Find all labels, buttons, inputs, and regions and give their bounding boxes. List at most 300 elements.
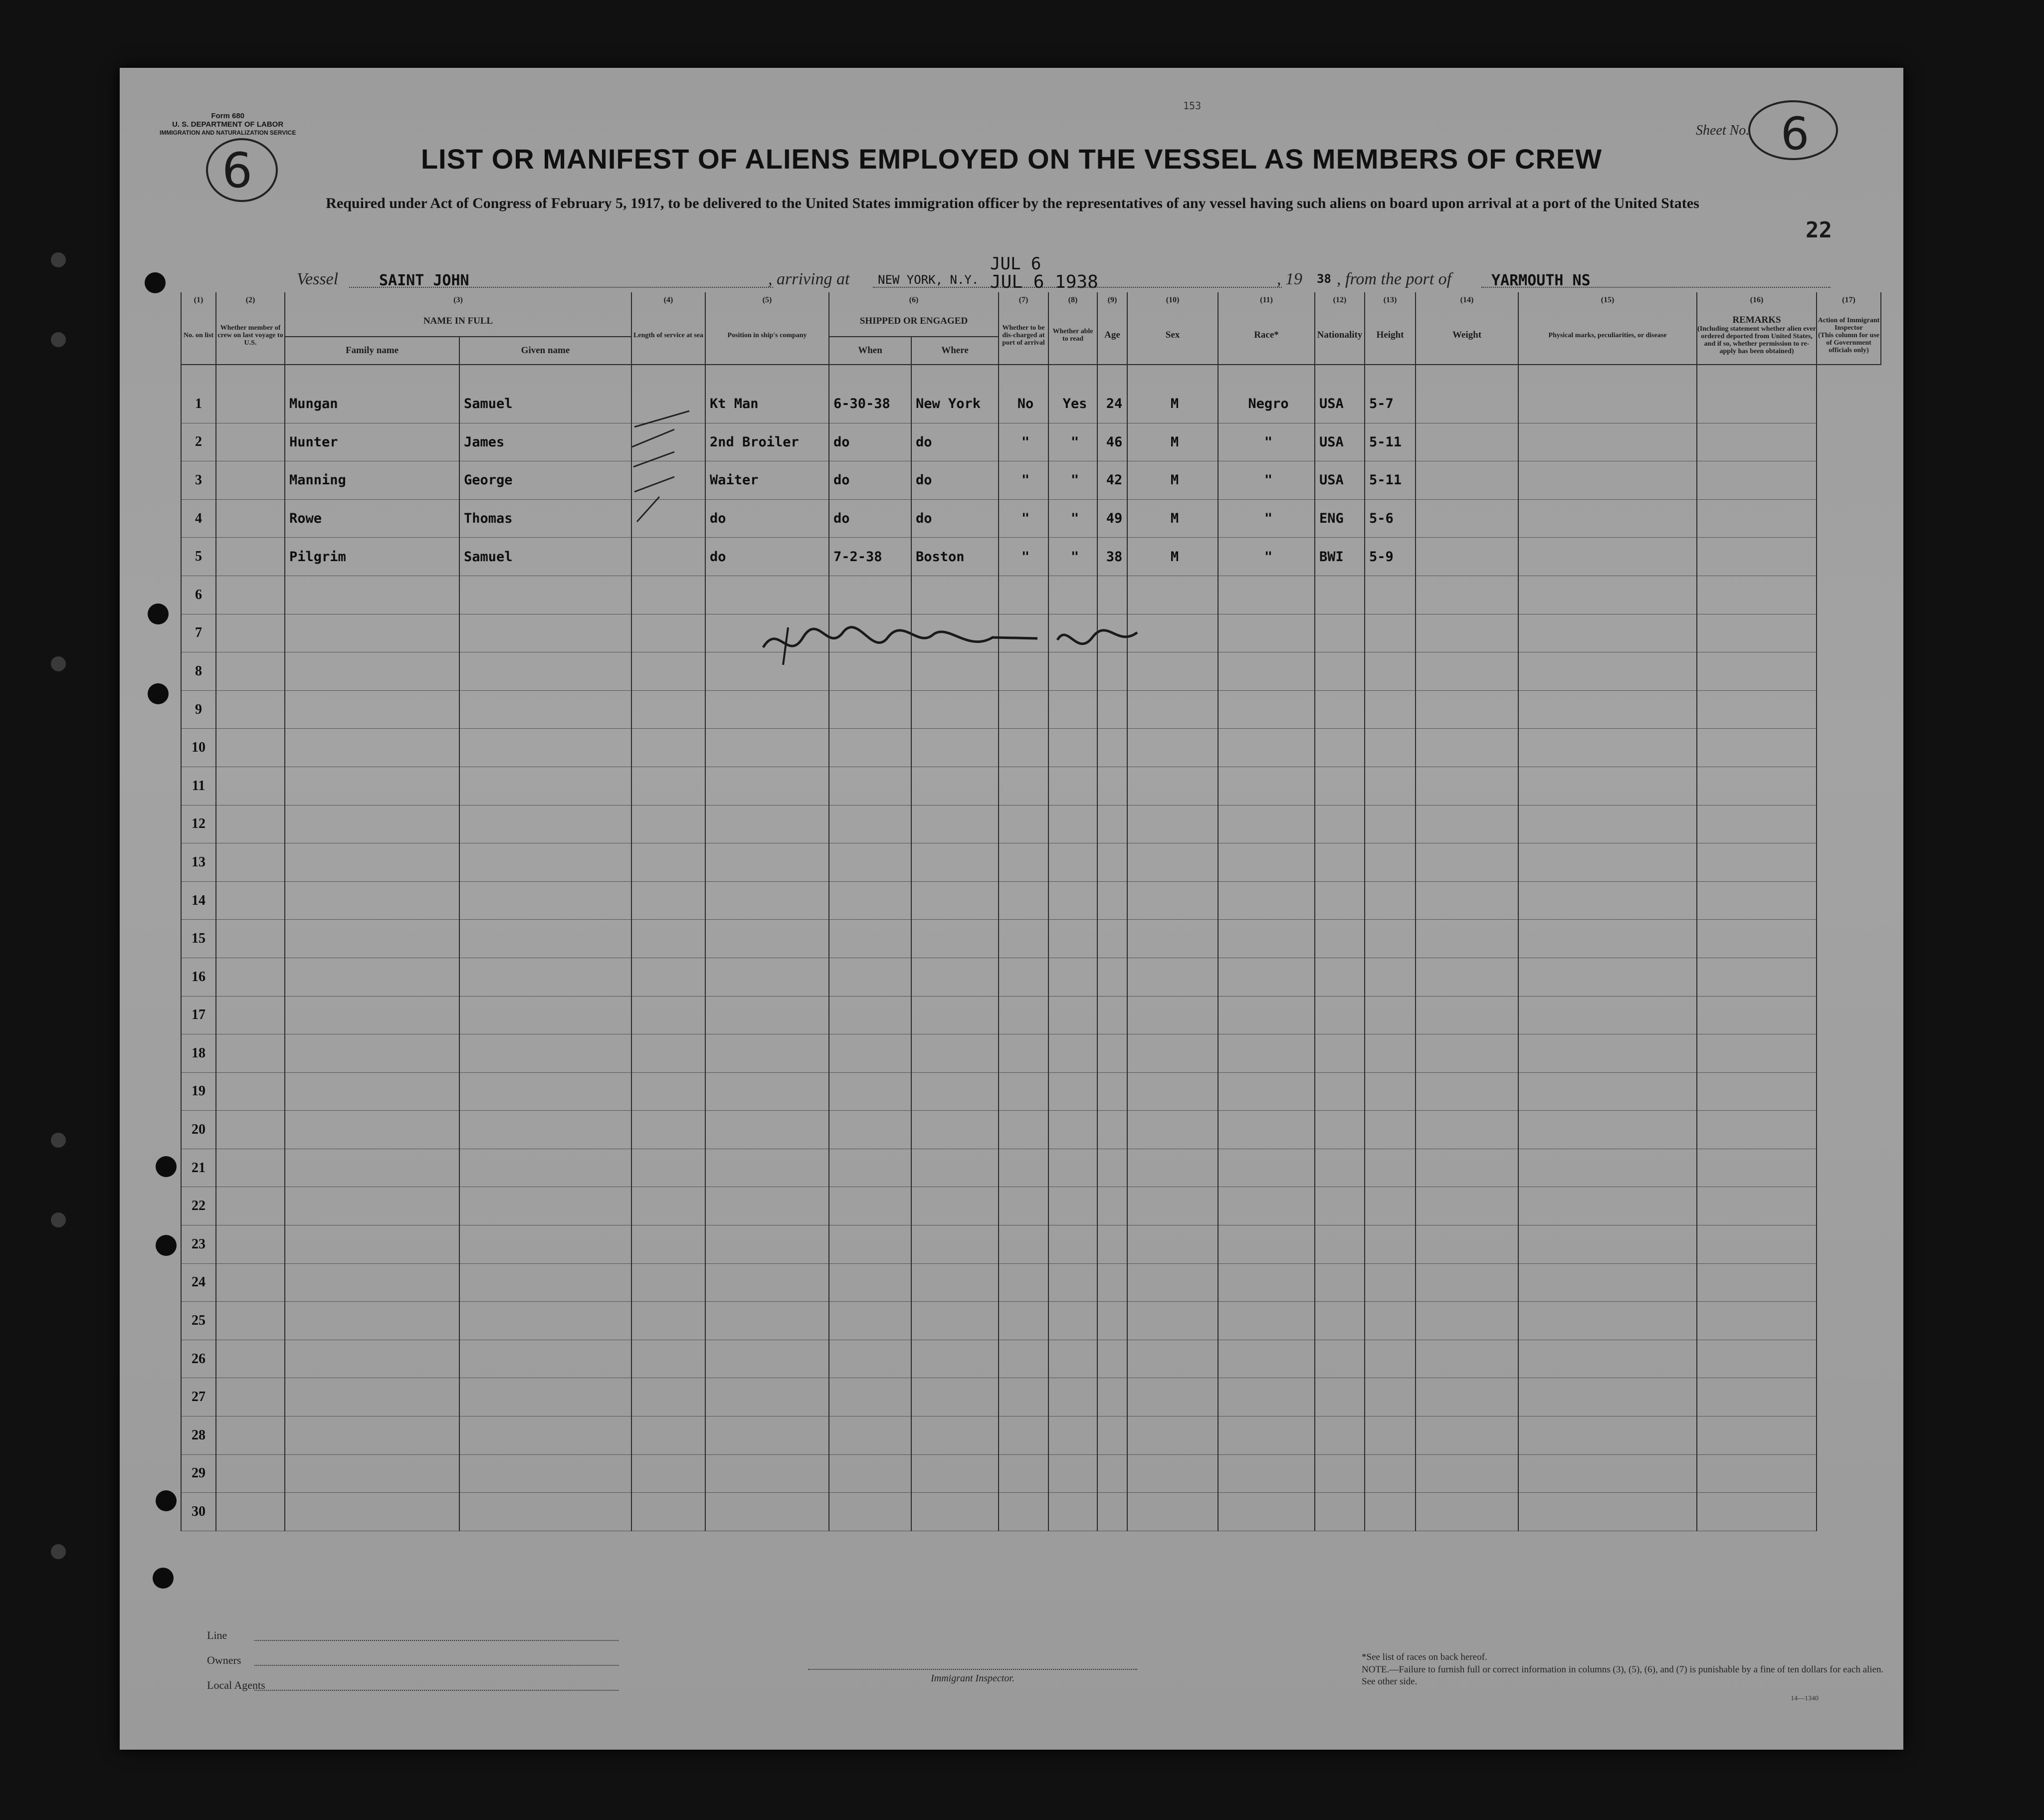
cell-sex: M bbox=[1127, 423, 1218, 461]
cell-discharged bbox=[999, 767, 1048, 805]
service-name: IMMIGRATION AND NATURALIZATION SERVICE bbox=[160, 129, 296, 136]
cell-family bbox=[285, 1149, 459, 1187]
cell-age bbox=[1097, 1416, 1127, 1455]
cell-remarks bbox=[1697, 1225, 1817, 1264]
cell-family bbox=[285, 652, 459, 691]
cell-position bbox=[705, 1187, 829, 1225]
col-num-11: (11) bbox=[1218, 292, 1315, 306]
cell-physical bbox=[1518, 1454, 1697, 1493]
cell-age: 49 bbox=[1097, 499, 1127, 538]
cell-physical bbox=[1518, 1416, 1697, 1455]
cell-physical bbox=[1518, 1263, 1697, 1302]
cell-family bbox=[285, 576, 459, 614]
cell-given bbox=[459, 958, 631, 996]
manifest-sheet bbox=[120, 68, 1903, 1750]
cell-length bbox=[631, 1187, 705, 1225]
cell-discharged bbox=[999, 1263, 1048, 1302]
cell-no: 13 bbox=[181, 843, 216, 882]
cell-physical bbox=[1518, 843, 1697, 882]
cell-weight bbox=[1416, 805, 1518, 843]
cell-given bbox=[459, 1111, 631, 1149]
cell-member bbox=[216, 996, 285, 1034]
cell-weight bbox=[1416, 920, 1518, 958]
handwritten-signature bbox=[758, 617, 1157, 667]
cell-no: 16 bbox=[181, 958, 216, 996]
cell-height bbox=[1365, 1149, 1416, 1187]
cell-read bbox=[1048, 996, 1097, 1034]
cell-given bbox=[459, 1225, 631, 1264]
cell-when bbox=[829, 1187, 911, 1225]
owners-label: Owners bbox=[207, 1654, 241, 1666]
cell-physical bbox=[1518, 461, 1697, 500]
cell-remarks bbox=[1697, 1493, 1817, 1531]
cell-nationality: USA bbox=[1315, 423, 1365, 461]
cell-given bbox=[459, 1340, 631, 1378]
cell-where bbox=[911, 1454, 999, 1493]
table-row bbox=[181, 690, 1881, 729]
crew-table-body bbox=[181, 365, 1881, 1531]
table-row bbox=[181, 576, 1881, 614]
cell-family bbox=[285, 958, 459, 996]
cell-age bbox=[1097, 1111, 1127, 1149]
cell-weight bbox=[1416, 461, 1518, 500]
cell-length bbox=[631, 996, 705, 1034]
cell-race bbox=[1218, 805, 1315, 843]
cell-weight bbox=[1416, 1187, 1518, 1225]
cell-member bbox=[216, 423, 285, 461]
table-row bbox=[181, 881, 1881, 920]
cell-position bbox=[705, 1454, 829, 1493]
cell-height bbox=[1365, 652, 1416, 691]
cell-age bbox=[1097, 1187, 1127, 1225]
cell-given bbox=[459, 767, 631, 805]
col-num-13: (13) bbox=[1365, 292, 1416, 306]
cell-given: Samuel bbox=[459, 385, 631, 423]
cell-weight bbox=[1416, 576, 1518, 614]
cell-given bbox=[459, 881, 631, 920]
cell-physical bbox=[1518, 1225, 1697, 1264]
cell-read bbox=[1048, 576, 1097, 614]
cell-sex bbox=[1127, 1263, 1218, 1302]
cell-weight bbox=[1416, 385, 1518, 423]
cell-length bbox=[631, 690, 705, 729]
cell-position bbox=[705, 576, 829, 614]
cell-family: Manning bbox=[285, 461, 459, 500]
cell-member bbox=[216, 1034, 285, 1073]
cell-no: 23 bbox=[181, 1225, 216, 1264]
cell-when bbox=[829, 1149, 911, 1187]
cell-discharged: " bbox=[999, 538, 1048, 576]
cell-sex bbox=[1127, 1111, 1218, 1149]
cell-member bbox=[216, 767, 285, 805]
cell-race: Negro bbox=[1218, 385, 1315, 423]
cell-given bbox=[459, 1149, 631, 1187]
cell-when: do bbox=[829, 423, 911, 461]
penalty-note: NOTE.—Failure to furnish full or correct information in columns (3), (5), (6), and (7) is punishable by a fine of ten dollars for each alien. See other side. bbox=[1362, 1664, 1884, 1687]
cell-family bbox=[285, 920, 459, 958]
cell-age bbox=[1097, 729, 1127, 767]
cell-weight bbox=[1416, 729, 1518, 767]
local-agents-label: Local Agents bbox=[207, 1679, 265, 1691]
cell-length bbox=[631, 1225, 705, 1264]
cell-race bbox=[1218, 920, 1315, 958]
cell-member bbox=[216, 614, 285, 652]
cell-race bbox=[1218, 1493, 1315, 1531]
cell-no: 4 bbox=[181, 499, 216, 538]
cell-race bbox=[1218, 1454, 1315, 1493]
cell-read bbox=[1048, 1454, 1097, 1493]
cell-age bbox=[1097, 690, 1127, 729]
cell-where: do bbox=[911, 423, 999, 461]
cell-when bbox=[829, 1378, 911, 1416]
cell-nationality bbox=[1315, 1340, 1365, 1378]
binder-hole bbox=[148, 683, 169, 704]
header-length-service: Length of service at sea bbox=[631, 306, 705, 365]
cell-family bbox=[285, 996, 459, 1034]
cell-nationality bbox=[1315, 767, 1365, 805]
header-nationality: Nationality bbox=[1315, 306, 1365, 365]
cell-sex bbox=[1127, 1340, 1218, 1378]
cell-race bbox=[1218, 690, 1315, 729]
cell-when: 6-30-38 bbox=[829, 385, 911, 423]
cell-nationality bbox=[1315, 1416, 1365, 1455]
cell-read bbox=[1048, 1263, 1097, 1302]
cell-read: " bbox=[1048, 499, 1097, 538]
cell-remarks bbox=[1697, 1340, 1817, 1378]
cell-nationality bbox=[1315, 576, 1365, 614]
action-title: Action of Immigrant Inspector bbox=[1818, 316, 1880, 332]
cell-physical bbox=[1518, 652, 1697, 691]
cell-discharged: " bbox=[999, 499, 1048, 538]
header-weight: Weight bbox=[1416, 306, 1518, 365]
cell-physical bbox=[1518, 538, 1697, 576]
cell-discharged bbox=[999, 690, 1048, 729]
cell-family bbox=[285, 729, 459, 767]
cell-member bbox=[216, 1187, 285, 1225]
cell-weight bbox=[1416, 1378, 1518, 1416]
cell-race bbox=[1218, 652, 1315, 691]
cell-where bbox=[911, 690, 999, 729]
cell-remarks bbox=[1697, 1149, 1817, 1187]
col-num-5: (5) bbox=[705, 292, 829, 306]
cell-when bbox=[829, 1263, 911, 1302]
header-when: When bbox=[829, 337, 911, 365]
cell-age bbox=[1097, 767, 1127, 805]
cell-remarks bbox=[1697, 614, 1817, 652]
cell-position bbox=[705, 1378, 829, 1416]
cell-family bbox=[285, 1340, 459, 1378]
cell-nationality bbox=[1315, 729, 1365, 767]
cell-physical bbox=[1518, 1072, 1697, 1111]
cell-where bbox=[911, 1416, 999, 1455]
cell-given bbox=[459, 652, 631, 691]
cell-height bbox=[1365, 1302, 1416, 1340]
col-num-3: (3) bbox=[285, 292, 631, 306]
cell-read bbox=[1048, 1378, 1097, 1416]
cell-given bbox=[459, 1493, 631, 1531]
cell-discharged bbox=[999, 1302, 1048, 1340]
cell-nationality bbox=[1315, 1072, 1365, 1111]
cell-nationality bbox=[1315, 1454, 1365, 1493]
cell-read bbox=[1048, 805, 1097, 843]
cell-position bbox=[705, 805, 829, 843]
cell-no: 6 bbox=[181, 576, 216, 614]
cell-member bbox=[216, 1302, 285, 1340]
cell-discharged bbox=[999, 1378, 1048, 1416]
cell-when bbox=[829, 1302, 911, 1340]
table-row bbox=[181, 1416, 1881, 1455]
cell-given bbox=[459, 729, 631, 767]
cell-discharged bbox=[999, 1454, 1048, 1493]
remarks-title: REMARKS bbox=[1732, 315, 1781, 325]
cell-remarks bbox=[1697, 881, 1817, 920]
cell-read bbox=[1048, 1034, 1097, 1073]
cell-weight bbox=[1416, 958, 1518, 996]
cell-height bbox=[1365, 1454, 1416, 1493]
cell-position bbox=[705, 958, 829, 996]
cell-length bbox=[631, 1263, 705, 1302]
cell-no: 28 bbox=[181, 1416, 216, 1455]
cell-age: 38 bbox=[1097, 538, 1127, 576]
owners-underline bbox=[254, 1665, 618, 1666]
cell-where bbox=[911, 1072, 999, 1111]
cell-when: do bbox=[829, 499, 911, 538]
cell-height bbox=[1365, 614, 1416, 652]
cell-member bbox=[216, 461, 285, 500]
cell-when bbox=[829, 843, 911, 882]
cell-sex bbox=[1127, 767, 1218, 805]
cell-where bbox=[911, 1034, 999, 1073]
cell-physical bbox=[1518, 1187, 1697, 1225]
cell-position bbox=[705, 1340, 829, 1378]
cell-height: 5-9 bbox=[1365, 538, 1416, 576]
cell-no: 21 bbox=[181, 1149, 216, 1187]
agents-underline bbox=[254, 1690, 618, 1691]
cell-remarks bbox=[1697, 1378, 1817, 1416]
cell-height bbox=[1365, 1493, 1416, 1531]
cell-race bbox=[1218, 881, 1315, 920]
cell-given: Samuel bbox=[459, 538, 631, 576]
from-port: YARMOUTH NS bbox=[1491, 272, 1591, 289]
race-note: *See list of races on back hereof. bbox=[1362, 1652, 1487, 1662]
cell-discharged bbox=[999, 1187, 1048, 1225]
cell-read bbox=[1048, 1340, 1097, 1378]
cell-race bbox=[1218, 1225, 1315, 1264]
cell-nationality bbox=[1315, 958, 1365, 996]
cell-position bbox=[705, 920, 829, 958]
cell-member bbox=[216, 652, 285, 691]
cell-nationality bbox=[1315, 1034, 1365, 1073]
cell-height bbox=[1365, 920, 1416, 958]
cell-where: do bbox=[911, 499, 999, 538]
cell-family bbox=[285, 1416, 459, 1455]
cell-height bbox=[1365, 843, 1416, 882]
cell-discharged bbox=[999, 1225, 1048, 1264]
cell-sex bbox=[1127, 1072, 1218, 1111]
cell-sex bbox=[1127, 1416, 1218, 1455]
cell-family bbox=[285, 767, 459, 805]
cell-sex bbox=[1127, 1493, 1218, 1531]
cell-race bbox=[1218, 958, 1315, 996]
cell-remarks bbox=[1697, 1263, 1817, 1302]
cell-height bbox=[1365, 690, 1416, 729]
binder-hole bbox=[48, 329, 69, 350]
cell-member bbox=[216, 1072, 285, 1111]
cell-family: Hunter bbox=[285, 423, 459, 461]
cell-position bbox=[705, 843, 829, 882]
cell-race bbox=[1218, 1149, 1315, 1187]
cell-where bbox=[911, 1378, 999, 1416]
cell-physical bbox=[1518, 881, 1697, 920]
header-given-name: Given name bbox=[459, 337, 631, 365]
cell-sex bbox=[1127, 1225, 1218, 1264]
cell-read bbox=[1048, 1225, 1097, 1264]
table-row bbox=[181, 1493, 1881, 1531]
cell-nationality bbox=[1315, 1149, 1365, 1187]
cell-length bbox=[631, 1493, 705, 1531]
cell-member bbox=[216, 538, 285, 576]
col-num-9: (9) bbox=[1097, 292, 1127, 306]
cell-age bbox=[1097, 1149, 1127, 1187]
cell-where bbox=[911, 1111, 999, 1149]
cell-member bbox=[216, 1340, 285, 1378]
cell-age bbox=[1097, 1263, 1127, 1302]
cell-no: 26 bbox=[181, 1340, 216, 1378]
cell-family bbox=[285, 1454, 459, 1493]
cell-age bbox=[1097, 1225, 1127, 1264]
col-num-16: (16) bbox=[1697, 292, 1817, 306]
cell-when bbox=[829, 1072, 911, 1111]
cell-nationality bbox=[1315, 652, 1365, 691]
table-row bbox=[181, 1187, 1881, 1225]
cell-weight bbox=[1416, 1302, 1518, 1340]
cell-member bbox=[216, 385, 285, 423]
cell-length bbox=[631, 920, 705, 958]
cell-family bbox=[285, 1378, 459, 1416]
cell-where: Boston bbox=[911, 538, 999, 576]
cell-discharged bbox=[999, 1493, 1048, 1531]
cell-nationality bbox=[1315, 1302, 1365, 1340]
cell-age bbox=[1097, 1340, 1127, 1378]
cell-nationality bbox=[1315, 843, 1365, 882]
cell-read bbox=[1048, 881, 1097, 920]
binder-hole bbox=[145, 272, 166, 293]
cell-when bbox=[829, 1493, 911, 1531]
cell-given bbox=[459, 1378, 631, 1416]
cell-read: Yes bbox=[1048, 385, 1097, 423]
cell-member bbox=[216, 729, 285, 767]
cell-no: 15 bbox=[181, 920, 216, 958]
cell-remarks bbox=[1697, 538, 1817, 576]
header-race: Race* bbox=[1218, 306, 1315, 365]
cell-sex bbox=[1127, 996, 1218, 1034]
cell-discharged bbox=[999, 1416, 1048, 1455]
cell-height bbox=[1365, 1225, 1416, 1264]
cell-no: 25 bbox=[181, 1302, 216, 1340]
cell-position bbox=[705, 1072, 829, 1111]
cell-when bbox=[829, 1111, 911, 1149]
cell-length bbox=[631, 538, 705, 576]
cell-remarks bbox=[1697, 1187, 1817, 1225]
col-num-15: (15) bbox=[1518, 292, 1697, 306]
cell-weight bbox=[1416, 1263, 1518, 1302]
date-stamp: JUL 6 1938 bbox=[990, 272, 1098, 292]
cell-sex bbox=[1127, 1149, 1218, 1187]
cell-nationality bbox=[1315, 996, 1365, 1034]
cell-discharged bbox=[999, 1340, 1048, 1378]
cell-given bbox=[459, 843, 631, 882]
table-row bbox=[181, 729, 1881, 767]
cell-remarks bbox=[1697, 690, 1817, 729]
cell-nationality bbox=[1315, 690, 1365, 729]
header-height: Height bbox=[1365, 306, 1416, 365]
cell-no: 24 bbox=[181, 1263, 216, 1302]
table-row bbox=[181, 1378, 1881, 1416]
cell-position bbox=[705, 1416, 829, 1455]
cell-no: 11 bbox=[181, 767, 216, 805]
cell-physical bbox=[1518, 576, 1697, 614]
cell-where: New York bbox=[911, 385, 999, 423]
cell-height bbox=[1365, 576, 1416, 614]
cell-family bbox=[285, 614, 459, 652]
cell-discharged bbox=[999, 958, 1048, 996]
col-num-17: (17) bbox=[1817, 292, 1881, 306]
cell-sex bbox=[1127, 920, 1218, 958]
cell-weight bbox=[1416, 1225, 1518, 1264]
cell-position bbox=[705, 881, 829, 920]
binder-hole bbox=[148, 604, 169, 624]
binder-hole bbox=[48, 653, 69, 674]
cell-position bbox=[705, 1493, 829, 1531]
cell-remarks bbox=[1697, 576, 1817, 614]
cell-age bbox=[1097, 1072, 1127, 1111]
cell-discharged bbox=[999, 996, 1048, 1034]
page-number: 22 bbox=[1806, 217, 1832, 243]
cell-sex bbox=[1127, 881, 1218, 920]
binder-hole bbox=[156, 1156, 177, 1177]
cell-remarks bbox=[1697, 729, 1817, 767]
table-row bbox=[181, 1034, 1881, 1073]
cell-when bbox=[829, 729, 911, 767]
cell-length bbox=[631, 805, 705, 843]
cell-member bbox=[216, 920, 285, 958]
cell-where bbox=[911, 1187, 999, 1225]
cell-discharged bbox=[999, 1149, 1048, 1187]
cell-physical bbox=[1518, 614, 1697, 652]
cell-nationality bbox=[1315, 1493, 1365, 1531]
cell-when bbox=[829, 1454, 911, 1493]
cell-member bbox=[216, 843, 285, 882]
cell-read bbox=[1048, 920, 1097, 958]
cell-nationality: USA bbox=[1315, 385, 1365, 423]
cell-age bbox=[1097, 805, 1127, 843]
cell-where bbox=[911, 1149, 999, 1187]
cell-when: 7-2-38 bbox=[829, 538, 911, 576]
cell-height bbox=[1365, 1416, 1416, 1455]
cell-physical bbox=[1518, 1302, 1697, 1340]
cell-nationality bbox=[1315, 920, 1365, 958]
cell-family bbox=[285, 690, 459, 729]
header-shipped-engaged: SHIPPED OR ENGAGED bbox=[829, 306, 999, 337]
binder-hole bbox=[48, 1541, 69, 1562]
cell-sex: M bbox=[1127, 385, 1218, 423]
cell-age bbox=[1097, 1454, 1127, 1493]
cell-sex: M bbox=[1127, 499, 1218, 538]
cell-member bbox=[216, 576, 285, 614]
cell-race: " bbox=[1218, 423, 1315, 461]
cell-given bbox=[459, 1072, 631, 1111]
cell-height: 5-11 bbox=[1365, 423, 1416, 461]
